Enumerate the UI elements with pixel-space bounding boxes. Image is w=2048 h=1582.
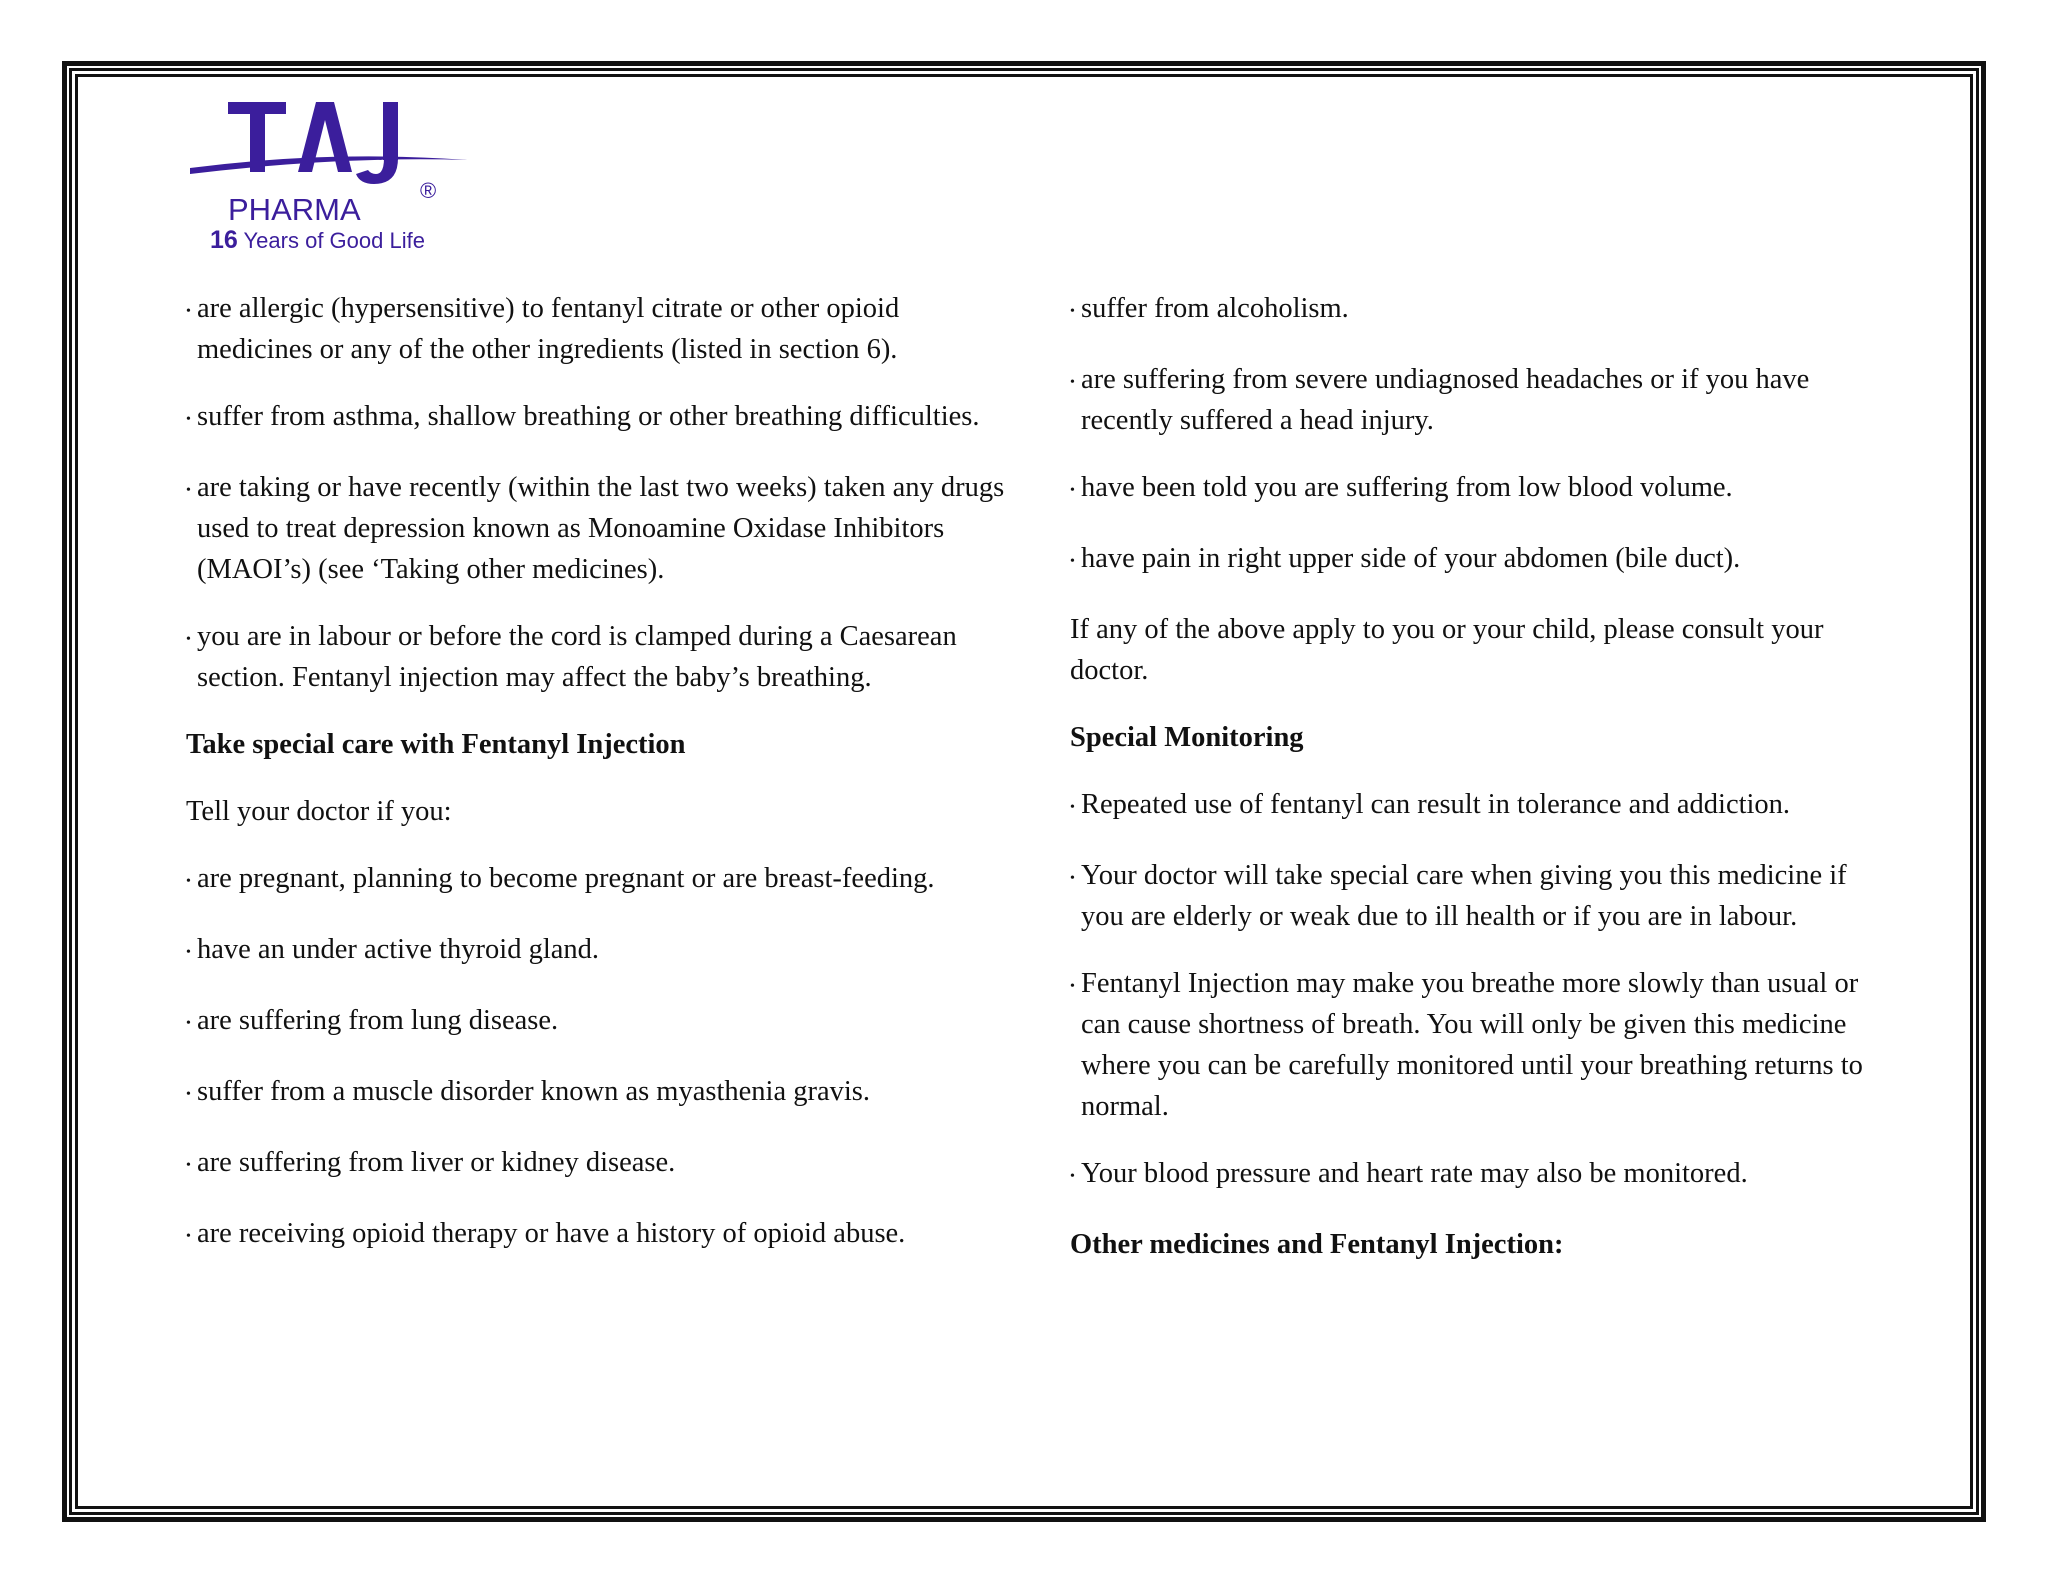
list-item	[1070, 784, 1890, 829]
list-item	[186, 396, 1006, 441]
bullet-icon: •	[1070, 554, 1075, 569]
bullet-icon: •	[186, 632, 191, 647]
bullet-icon: •	[186, 1016, 191, 1031]
list-item-text: Repeated use of fentanyl can result in tolerance and addiction.	[1081, 789, 1791, 820]
list-item	[1070, 538, 1890, 583]
list-item	[1070, 963, 1890, 1127]
list-item-text: Your blood pressure and heart rate may also be monitored.	[1081, 1158, 1748, 1189]
list-item-text: are allergic (hypersensitive) to fentanyl citrate or other opioid medicines or any of the other ingredients (listed in section 6).	[197, 293, 900, 365]
list-item-text: suffer from alcoholism.	[1081, 293, 1349, 324]
right-column	[1070, 288, 1890, 1291]
tagline-number: 16	[210, 226, 238, 254]
list-item	[186, 1000, 1006, 1045]
section-heading: Special Monitoring	[1070, 722, 1304, 753]
list-item-text: you are in labour or before the cord is clamped during a Caesarean section. Fentanyl injection may affect the baby’s breathing.	[197, 621, 957, 693]
list-item-text: are taking or have recently (within the last two weeks) taken any drugs used to treat depression known as Monoamine Oxidase Inhibitors (MAOI’s) (see ‘Taking other medicines).	[197, 472, 1005, 585]
list-item-text: suffer from a muscle disorder known as myasthenia gravis.	[197, 1076, 871, 1107]
bullet-icon: •	[186, 945, 191, 960]
bullet-icon: •	[186, 1087, 191, 1102]
list-item-text: Fentanyl Injection may make you breathe more slowly than usual or can cause shortness of breath. You will only be given this medicine where you can be carefully monitored until your breathing returns to normal.	[1081, 968, 1863, 1122]
bullet-icon: •	[186, 304, 191, 319]
bullet-icon: •	[1070, 375, 1075, 390]
list-item-text: have pain in right upper side of your abdomen (bile duct).	[1081, 543, 1741, 574]
bullet-icon: •	[1070, 1169, 1075, 1184]
list-item	[186, 929, 1006, 974]
list-item-text: have been told you are suffering from low blood volume.	[1081, 472, 1733, 503]
list-item-text: are receiving opioid therapy or have a history of opioid abuse.	[197, 1218, 906, 1249]
list-item	[186, 288, 1006, 370]
logo-tagline	[210, 226, 425, 255]
list-item	[186, 858, 1006, 903]
logo-brand-text: PHARMA	[228, 192, 361, 227]
bullet-icon: •	[1070, 483, 1075, 498]
paragraph: If any of the above apply to you or your child, please consult your doctor.	[1070, 614, 1824, 686]
list-item-text: suffer from asthma, shallow breathing or other breathing difficulties.	[197, 401, 980, 432]
tagline-text: Years of Good Life	[237, 228, 425, 253]
list-item-text: are suffering from lung disease.	[197, 1005, 559, 1036]
taj-pharma-logo	[188, 98, 478, 258]
registered-mark: ®	[420, 178, 437, 203]
left-column	[186, 288, 1006, 1284]
list-item	[1070, 467, 1890, 512]
bullet-icon: •	[186, 874, 191, 889]
list-item	[186, 616, 1006, 698]
bullet-icon: •	[186, 1158, 191, 1173]
bullet-icon: •	[186, 1229, 191, 1244]
bullet-icon: •	[186, 412, 191, 427]
bullet-icon: •	[1070, 800, 1075, 815]
list-item	[1070, 288, 1890, 333]
list-item-text: have an under active thyroid gland.	[197, 934, 600, 965]
list-item-text: Your doctor will take special care when giving you this medicine if you are elderly or weak due to ill health or if you are in labour.	[1081, 860, 1847, 932]
list-item	[186, 1071, 1006, 1116]
bullet-icon: •	[1070, 979, 1075, 994]
list-item	[1070, 855, 1890, 937]
bullet-icon: •	[1070, 871, 1075, 886]
list-item	[1070, 359, 1890, 441]
section-heading: Take special care with Fentanyl Injection	[186, 729, 686, 760]
paragraph: Tell your doctor if you:	[186, 796, 452, 827]
list-item-text: are pregnant, planning to become pregnant or are breast-feeding.	[197, 863, 935, 894]
section-heading: Other medicines and Fentanyl Injection:	[1070, 1229, 1564, 1260]
list-item-text: are suffering from liver or kidney disease.	[197, 1147, 676, 1178]
bullet-icon: •	[1070, 304, 1075, 319]
list-item	[186, 467, 1006, 590]
bullet-icon: •	[186, 483, 191, 498]
list-item	[186, 1213, 1006, 1258]
list-item-text: are suffering from severe undiagnosed headaches or if you have recently suffered a head injury.	[1081, 364, 1810, 436]
list-item	[186, 1142, 1006, 1187]
list-item	[1070, 1153, 1890, 1198]
